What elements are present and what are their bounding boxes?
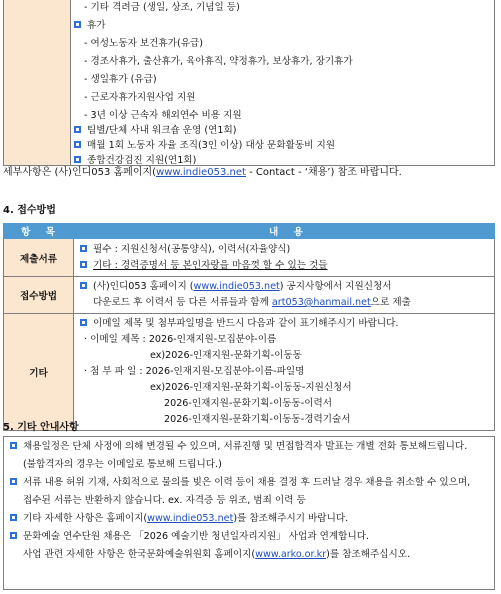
row-line: 다운로드 후 이력서 등 다른 서류들과 함께 art053@hanmail.net으로 제출	[93, 297, 411, 308]
notice-line: (불합격자의 경우는 이메일로 통보해 드립니다.)	[23, 459, 222, 470]
bullet-icon	[74, 156, 82, 164]
bullet-icon	[74, 126, 82, 134]
bullet-icon	[10, 442, 18, 450]
notice-line: 채용일정은 단체 사정에 의해 변경될 수 있으며, 서류진행 및 면접합격자 발표는 개별 전화 통보해드립니다.	[10, 440, 467, 454]
table-row	[3, 314, 495, 431]
row-line: (사)인디053 홈페이지 (www.indie053.net) 공지사항에서 지원신청서	[80, 280, 392, 294]
row-line: 기타 : 경력증명서 등 본인자랑을 마음껏 할 수 있는 것들	[80, 259, 328, 273]
row-label: 제출서류	[4, 239, 74, 276]
bullet-icon	[10, 478, 18, 486]
row-line: 2026-인재지원-문화기획-이동동-경력기술서	[164, 414, 351, 425]
row-line: 2026-인재지원-문화기획-이동동-이력서	[164, 398, 333, 409]
benefit-line: - 근로자휴가지원사업 지원	[84, 92, 196, 103]
row-line: 필수 : 지원신청서(공통양식), 이력서(자율양식)	[80, 243, 290, 257]
row-label: 접수방법	[4, 277, 74, 313]
benefits-label-cell	[3, 0, 70, 166]
benefit-line: 팀별/단체 사내 워크숍 운영 (연1회)	[74, 124, 237, 138]
header-item: 항 목	[21, 227, 61, 238]
row-line: · 첨 부 파 일 : 2026-인재지원-모집분야-이름-파일명	[84, 366, 305, 377]
bullet-icon	[80, 282, 88, 290]
table-row	[3, 239, 495, 277]
row-line: · 이메일 제목 : 2026-인재지원-모집분야-이름	[84, 334, 277, 345]
benefit-line: 휴가	[74, 19, 106, 33]
bullet-icon	[80, 245, 88, 253]
homepage-link[interactable]: www.indie053.net	[193, 281, 280, 292]
homepage-link[interactable]: www.indie053.net	[156, 167, 246, 178]
notice-box	[3, 436, 495, 590]
notice-line: 사업 관련 자세한 사항은 한국문화예술위원회 홈페이지(www.arko.or.kr)를 참조해주십시오.	[23, 549, 411, 560]
table-row	[3, 277, 495, 314]
bullet-icon	[74, 21, 82, 29]
bullet-icon	[80, 261, 88, 269]
benefit-line: 종합건강검진 지원(연1회)	[74, 154, 196, 168]
benefit-line: - 3년 이상 근속자 해외연수 비용 지원	[84, 110, 242, 121]
benefit-line: - 경조사휴가, 출산휴가, 육아휴직, 약정휴가, 보상휴가, 장기휴가	[84, 56, 353, 67]
bullet-icon	[80, 319, 88, 327]
benefit-line: - 여성노동자 보건휴가(유급)	[84, 38, 203, 49]
section-5-title: 5. 기타 안내사항	[3, 422, 79, 433]
row-line: 이메일 제목 및 첨부파일명을 반드시 다음과 같이 표기해주시기 바랍니다.	[80, 317, 398, 331]
benefit-line: 매월 1회 노동자 자율 조직(3인 이상) 대상 문화활동비 지원	[74, 139, 335, 153]
bullet-icon	[10, 514, 18, 522]
table-header	[3, 223, 495, 239]
row-line: ex)2026-인재지원-문화기획-이동동	[150, 350, 302, 361]
notice-line: 서류 내용 허위 기재, 사회적으로 물의를 빚은 이력 등이 채용 결정 후 드러날 경우 채용을 취소할 수 있으며,	[10, 476, 470, 490]
header-content: 내 용	[269, 227, 309, 238]
details-note: 세부사항은 (사)인디053 홈페이지(www.indie053.net - Contact - ‘채용’) 참조 바랍니다.	[3, 167, 402, 178]
notice-line: 문화예술 연수단원 채용은 「2026 예술기반 청년일자리지원」 사업과 연계합니다.	[10, 530, 369, 544]
arko-link[interactable]: www.arko.or.kr	[255, 549, 327, 560]
notice-line: 접수된 서류는 반환하지 않습니다. ex. 자격증 등 위조, 범죄 이력 등	[23, 495, 306, 506]
bullet-icon	[10, 532, 18, 540]
benefit-line: - 생일휴가 (유급)	[84, 74, 157, 85]
row-line: ex)2026-인재지원-문화기획-이동동-지원신청서	[150, 382, 352, 393]
row-label: 기타	[4, 314, 74, 430]
email-link[interactable]: art053@hanmail.net	[271, 297, 371, 308]
homepage-link[interactable]: www.indie053.net	[147, 513, 234, 524]
notice-line: 기타 자세한 사항은 홈페이지(www.indie053.net)를 참조해주시기 바랍니다.	[10, 512, 348, 526]
bullet-icon	[74, 141, 82, 149]
benefit-line: - 기타 격려금 (생일, 상조, 기념일 등)	[84, 2, 240, 13]
section-4-title: 4. 접수방법	[3, 205, 56, 216]
